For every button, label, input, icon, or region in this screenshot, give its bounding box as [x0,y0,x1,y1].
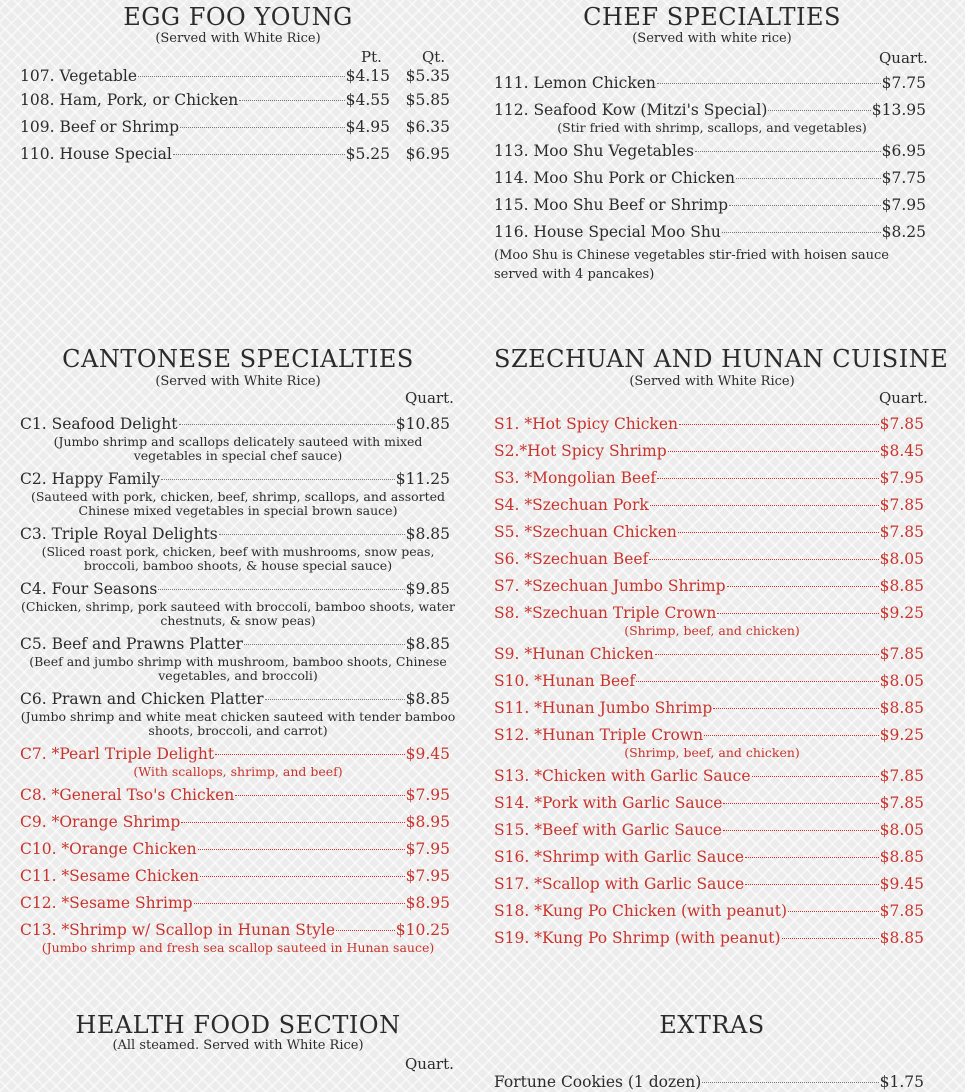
item-description: (Chicken, shrimp, pork sauteed with broccoli, bamboo shoots, water chestnuts, & snow peas) [21,599,455,628]
menu-item [20,689,450,709]
item-price: $10.25 [395,921,450,939]
menu-item [20,866,450,886]
menu-item [494,100,926,120]
item-price-quart: $5.35 [405,67,450,85]
item-price: $7.95 [405,786,450,804]
dot-leader [717,613,878,614]
dot-leader [173,154,345,155]
item-price: $7.85 [879,496,924,514]
dot-leader [736,178,881,179]
item-name: C12. *Sesame Shrimp [20,894,193,912]
dot-leader [636,681,879,682]
item-price: $7.85 [879,645,924,663]
section-subtitle: (Served with White Rice) [155,374,321,389]
dot-leader [239,100,344,101]
dot-leader [723,803,878,804]
item-name: S2.*Hot Spicy Shrimp [494,442,667,460]
menu-item [20,893,450,913]
menu-item [20,144,450,164]
item-name: 107. Vegetable [20,67,137,85]
menu-item [20,414,450,434]
item-name: C6. Prawn and Chicken Platter [20,690,264,708]
item-name: C1. Seafood Delight [20,415,178,433]
item-price: $8.05 [879,672,924,690]
item-name: S3. *Mongolian Beef [494,469,657,487]
menu-item [494,549,924,569]
item-price: $8.85 [405,525,450,543]
item-price-quart: $5.85 [405,91,450,109]
menu-item [494,73,926,93]
item-name: C7. *Pearl Triple Delight [20,745,215,763]
dot-leader [180,127,345,128]
item-description: (Shrimp, beef, and chicken) [624,745,800,760]
item-name: C13. *Shrimp w/ Scallop in Hunan Style [20,921,335,939]
item-name: S5. *Szechuan Chicken [494,523,677,541]
menu-item [494,928,924,948]
egg-foo-young-section [20,2,456,172]
section-subtitle: (Served with White Rice) [155,31,321,46]
dot-leader [655,654,879,655]
item-description: (With scallops, shrimp, and beef) [133,764,343,779]
item-price: $7.85 [879,794,924,812]
dot-leader [745,857,879,858]
menu-item [494,441,924,461]
item-price: $9.25 [879,726,924,744]
section-title: HEALTH FOOD SECTION [75,1011,401,1039]
item-name: 116. House Special Moo Shu [494,223,721,241]
menu-item [494,495,924,515]
item-description: (Jumbo shrimp and fresh sea scallop sauteed in Hunan sauce) [41,940,435,955]
menu-item [494,644,924,664]
item-price: $7.75 [881,169,926,187]
item-name: C9. *Orange Shrimp [20,813,181,831]
item-price: $9.25 [879,604,924,622]
item-description: (Jumbo shrimp and white meat chicken sauteed with tender bamboo shoots, broccoli, and carrot) [20,709,456,738]
menu-item [20,66,450,86]
menu-item [494,874,924,894]
item-price: $8.85 [879,929,924,947]
chef-specialties-section [494,2,930,292]
item-price: $7.85 [879,902,924,920]
dot-leader [265,699,405,700]
menu-item [20,634,450,654]
item-price: $7.85 [879,767,924,785]
item-name: S19. *Kung Po Shrimp (with peanut) [494,929,781,947]
dot-leader [138,76,345,77]
column-header-quart: Quart. [879,389,928,407]
section-title: EGG FOO YOUNG [123,3,353,31]
section-subtitle: (Served with White Rice) [629,374,795,389]
item-price: $8.05 [879,821,924,839]
item-price: $7.75 [881,74,926,92]
dot-leader [745,884,878,885]
menu-item [494,671,924,691]
item-name: Fortune Cookies (1 dozen) [494,1073,702,1091]
item-name: S13. *Chicken with Garlic Sauce [494,767,751,785]
menu-item [20,524,450,544]
dot-leader [161,479,395,480]
dot-leader [695,151,881,152]
item-price: $9.45 [879,875,924,893]
item-price: $7.95 [879,469,924,487]
menu-item [20,579,450,599]
dot-leader [704,735,879,736]
item-price: $8.45 [879,442,924,460]
dot-leader [194,903,405,904]
dot-leader [727,586,879,587]
menu-item [20,812,450,832]
section-subtitle: (Served with white rice) [632,31,792,46]
dot-leader [158,589,404,590]
dot-leader [219,534,405,535]
item-name: C10. *Orange Chicken [20,840,197,858]
item-name: S12. *Hunan Triple Crown [494,726,704,744]
item-name: S4. *Szechuan Pork [494,496,649,514]
item-price: $6.95 [881,142,926,160]
column-header-quart: Qt. [422,48,446,66]
item-price: $13.95 [871,101,926,119]
item-price: $8.05 [879,550,924,568]
menu-item [494,847,924,867]
menu-item [494,414,924,434]
item-price: $9.45 [405,745,450,763]
item-price: $7.85 [879,523,924,541]
menu-item [494,576,924,596]
dot-leader [782,938,879,939]
item-price: $10.85 [395,415,450,433]
dot-leader [235,795,404,796]
dot-leader [649,559,878,560]
dot-leader [650,505,879,506]
dot-leader [198,849,405,850]
item-name: S8. *Szechuan Triple Crown [494,604,717,622]
dot-leader [181,822,404,823]
section-title: SZECHUAN AND HUNAN CUISINE [494,345,949,373]
menu-item [494,141,926,161]
menu-item [20,920,450,940]
item-description: (Jumbo shrimp and scallops delicately sauteed with mixed vegetables in special chef sauce) [53,434,423,463]
item-price-quart: $6.95 [405,145,450,163]
item-price: $7.95 [405,840,450,858]
item-name: S14. *Pork with Garlic Sauce [494,794,723,812]
item-price: $8.85 [879,699,924,717]
column-header-quart: Quart. [879,49,928,67]
item-price: $8.95 [405,894,450,912]
item-name: C2. Happy Family [20,470,161,488]
item-name: 115. Moo Shu Beef or Shrimp [494,196,729,214]
menu-item [494,820,924,840]
extras-section [494,1010,930,1091]
item-price-pint: $4.95 [345,118,390,136]
dot-leader [657,478,879,479]
item-name: S15. *Beef with Garlic Sauce [494,821,722,839]
section-title: EXTRAS [659,1011,765,1039]
moo-shu-note: (Moo Shu is Chinese vegetables stir-fried with hoisen sauce served with 4 pancakes) [494,248,889,282]
menu-item [20,117,450,137]
item-price-pint: $4.55 [345,91,390,109]
dot-leader [722,232,881,233]
item-name: S9. *Hunan Chicken [494,645,654,663]
dot-leader [752,776,879,777]
dot-leader [215,754,405,755]
item-price: $1.75 [879,1073,924,1091]
section-title: CHEF SPECIALTIES [583,3,841,31]
item-price: $7.95 [405,867,450,885]
dot-leader [729,205,881,206]
item-name: S1. *Hot Spicy Chicken [494,415,678,433]
health-food-section [20,1010,456,1082]
item-price: $8.85 [405,690,450,708]
item-price: $11.25 [395,470,450,488]
menu-item [20,839,450,859]
item-name: C3. Triple Royal Delights [20,525,218,543]
item-name: 111. Lemon Chicken [494,74,656,92]
item-name: S10. *Hunan Beef [494,672,636,690]
dot-leader [200,876,405,877]
dot-leader [723,830,879,831]
item-price: $7.85 [879,415,924,433]
column-header-quart: Quart. [405,389,454,407]
menu-item [494,168,926,188]
item-name: 112. Seafood Kow (Mitzi's Special) [494,101,768,119]
dot-leader [678,532,879,533]
menu-item [20,744,450,764]
menu-item [20,90,450,110]
szechuan-hunan-section [494,344,949,964]
item-name: S18. *Kung Po Chicken (with peanut) [494,902,788,920]
item-price: $8.95 [405,813,450,831]
section-title: CANTONESE SPECIALTIES [62,345,414,373]
menu-item [20,785,450,805]
menu-item [494,195,926,215]
dot-leader [668,451,879,452]
menu-item [494,222,926,242]
item-name: 113. Moo Shu Vegetables [494,142,694,160]
item-price: $9.85 [405,580,450,598]
item-name: S6. *Szechuan Beef [494,550,649,568]
dot-leader [768,110,870,111]
dot-leader [713,708,878,709]
menu-item [494,793,924,813]
dot-leader [702,1082,878,1083]
menu-item [494,766,924,786]
dot-leader [788,911,879,912]
item-name: S7. *Szechuan Jumbo Shrimp [494,577,726,595]
column-header-pint: Pt. [361,48,382,66]
item-price: $8.85 [879,577,924,595]
item-price-pint: $4.15 [345,67,390,85]
item-price: $8.25 [881,223,926,241]
item-price: $8.85 [405,635,450,653]
menu-item [494,1072,924,1092]
dot-leader [244,644,405,645]
menu-item [20,469,450,489]
item-name: S17. *Scallop with Garlic Sauce [494,875,745,893]
menu-item [494,698,924,718]
dot-leader [657,83,881,84]
menu-item [494,468,924,488]
item-name: C8. *General Tso's Chicken [20,786,235,804]
item-name: C5. Beef and Prawns Platter [20,635,243,653]
cantonese-section [20,344,456,964]
menu-item [494,725,924,745]
section-subtitle: (All steamed. Served with White Rice) [112,1038,364,1053]
item-description: (Beef and jumbo shrimp with mushroom, bamboo shoots, Chinese vegetables, and broccoli) [29,654,447,683]
item-description: (Sauteed with pork, chicken, beef, shrimp, scallops, and assorted Chinese mixed vegetables in special brown sauce) [30,489,446,518]
item-description: (Shrimp, beef, and chicken) [624,623,800,638]
dot-leader [179,424,395,425]
item-name: 110. House Special [20,145,172,163]
item-name: C11. *Sesame Chicken [20,867,199,885]
dot-leader [679,424,879,425]
item-price: $7.95 [881,196,926,214]
item-name: 114. Moo Shu Pork or Chicken [494,169,735,187]
menu-item [494,603,924,623]
item-name: C4. Four Seasons [20,580,158,598]
dot-leader [336,930,395,931]
menu-item [494,522,924,542]
item-name: S16. *Shrimp with Garlic Sauce [494,848,745,866]
item-description: (Stir fried with shrimp, scallops, and vegetables) [557,120,867,135]
item-price: $8.85 [879,848,924,866]
menu-item [494,901,924,921]
item-name: S11. *Hunan Jumbo Shrimp [494,699,713,717]
item-description: (Sliced roast pork, chicken, beef with mushrooms, snow peas, broccoli, bamboo shoots, & house special sauce) [41,544,435,573]
item-name: 108. Ham, Pork, or Chicken [20,91,239,109]
item-price-pint: $5.25 [345,145,390,163]
item-price-quart: $6.35 [405,118,450,136]
column-header-quart: Quart. [405,1055,454,1073]
item-name: 109. Beef or Shrimp [20,118,180,136]
